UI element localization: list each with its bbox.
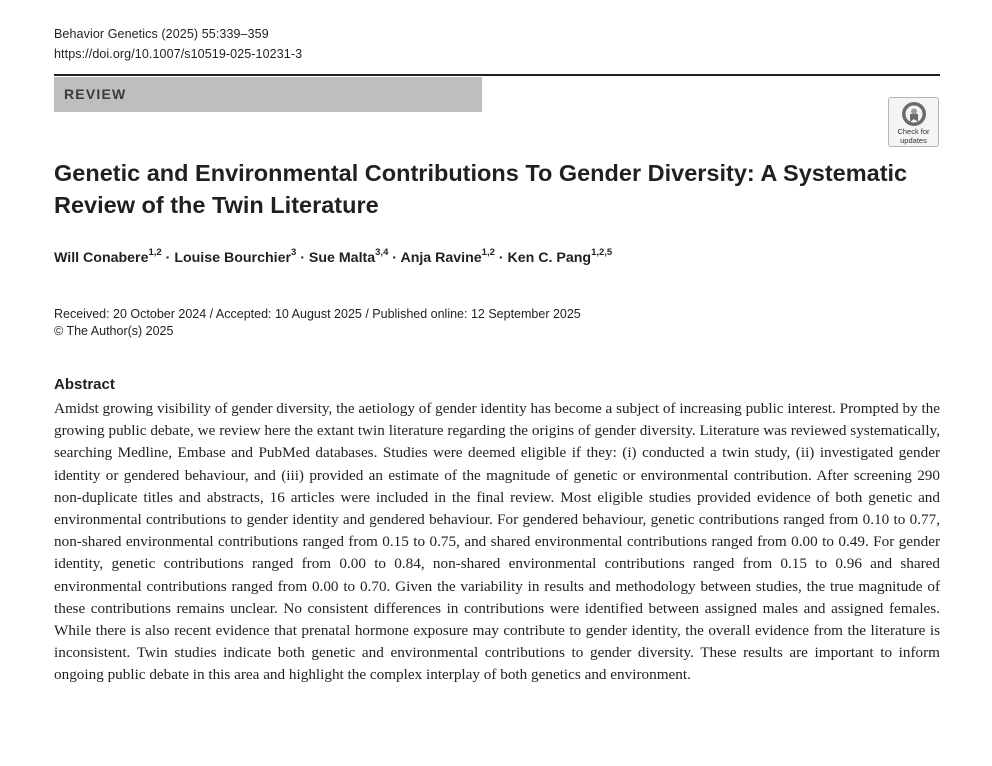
author-separator: · (161, 250, 175, 266)
header-rule (54, 74, 940, 76)
article-type-banner (54, 77, 482, 112)
author-separator: · (388, 250, 401, 266)
author-list (54, 247, 613, 266)
crossmark-icon (901, 101, 927, 127)
author-name[interactable]: Sue Malta (308, 250, 376, 266)
author-separator: · (296, 250, 309, 266)
copyright-notice: © The Author(s) 2025 (54, 324, 174, 338)
author-separator: · (494, 250, 508, 266)
author-name[interactable]: Anja Ravine (400, 250, 482, 266)
abstract-text: Amidst growing visibility of gender diversity, the aetiology of gender identity has become a subject of increasing public interest. Prompted by the growing public debate, we review here the extant twin literature regarding the origins of gender diversity. Literature was reviewed systematically, searching Medline, Embase and PubMed databases. Studies were deemed eligible if they: (i) conducted a twin study, (ii) investigated gender identity or gendered behaviour, and (iii) provided an estimate of the magnitude of genetic or environmental contribution. After screening 290 non-duplicate titles and abstracts, 16 articles were included in the final review. Most eligible studies provided evidence of both genetic and environmental contributions to gender identity and gendered behaviour. For gendered behaviour, genetic contributions ranged from 0.10 to 0.77, non-shared environmental contributions ranged from 0.15 to 0.75, and shared environmental contributions ranged from 0.00 to 0.49. For gender identity, genetic contributions ranged from 0.00 to 0.84, non-shared environmental contributions ranged from 0.15 to 0.96 and shared environmental contributions ranged from 0.00 to 0.70. Given the variability in results and methodology between studies, the true magnitude of these contributions remains unclear. No consistent differences in contributions were identified between assigned males and assigned females. While there is also recent evidence that prenatal hormone exposure may contribute to gender identity, the overall evidence from the literature is inconsistent. Twin studies indicate both genetic and environmental contributions to gender diversity. These results are important to inform ongoing public debate in this area and highlight the complex interplay of both genetics and environment. (54, 400, 941, 684)
author-name[interactable]: Ken C. Pang (507, 250, 592, 266)
author-affiliation: 3,4 (375, 247, 389, 259)
author-name[interactable]: Louise Bourchier (174, 250, 291, 266)
article-title: Genetic and Environmental Contributions To Gender Diversity: A Systematic Review of the Twin Literature (54, 160, 908, 218)
check-for-updates-label: Check for updates (897, 127, 930, 145)
doi-link[interactable]: https://doi.org/10.1007/s10519-025-10231-3 (54, 47, 303, 61)
publication-dates: Received: 20 October 2024 / Accepted: 10 August 2025 / Published online: 12 September 2025 (54, 307, 581, 321)
article-type-label: REVIEW (64, 86, 127, 102)
author-name[interactable]: Will Conabere (54, 250, 149, 266)
journal-citation: Behavior Genetics (2025) 55:339–359 (54, 27, 269, 41)
author-affiliation: 1,2 (481, 247, 495, 259)
check-for-updates-badge[interactable] (888, 97, 939, 147)
abstract-heading: Abstract (54, 376, 115, 393)
author-affiliation: 1,2 (148, 247, 162, 259)
author-affiliation: 1,2,5 (591, 247, 613, 259)
author-affiliation: 3 (291, 247, 297, 259)
